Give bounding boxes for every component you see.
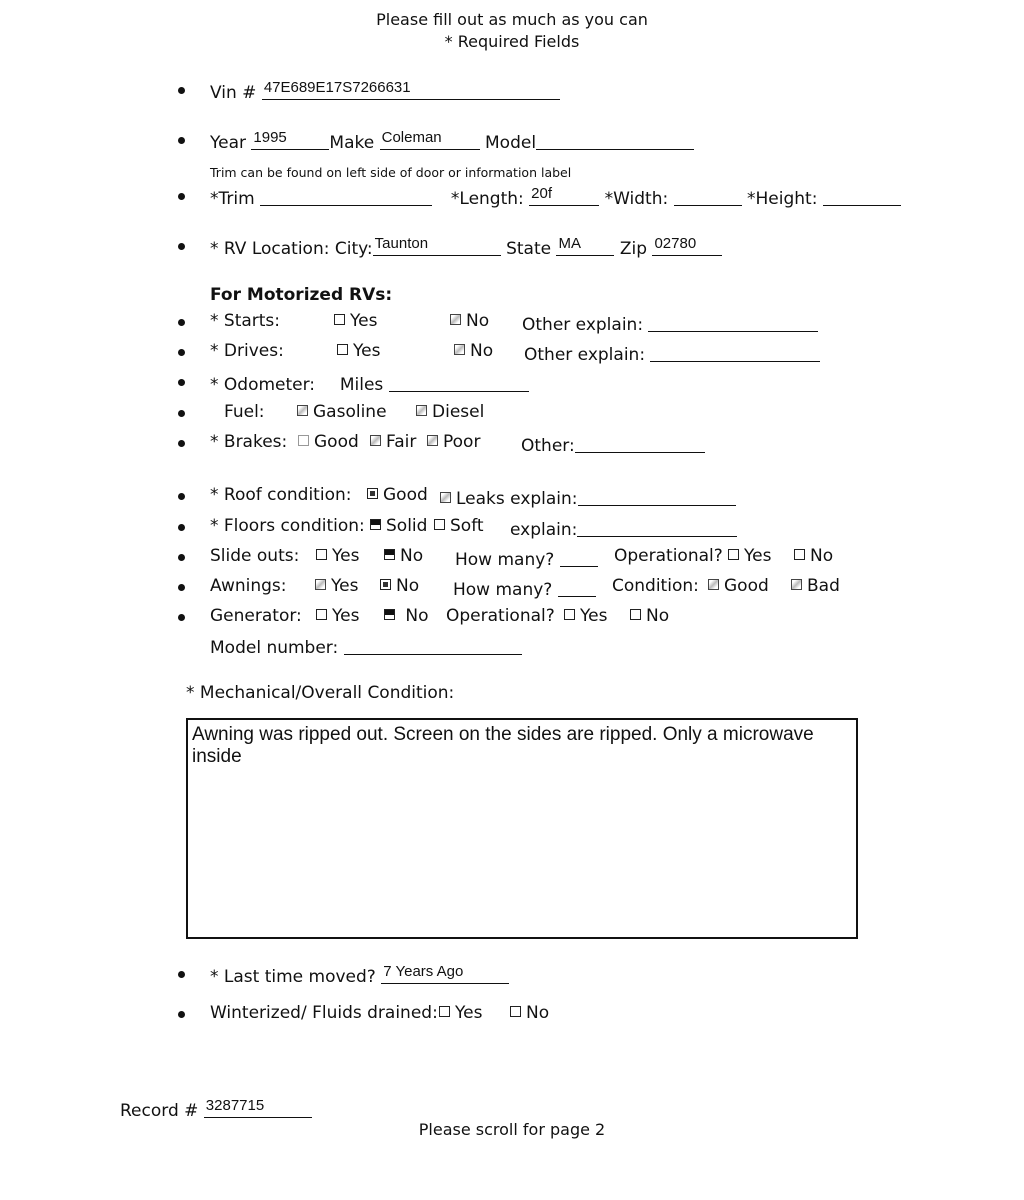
awnings-no[interactable] bbox=[380, 576, 419, 596]
zip-label: Zip bbox=[619, 239, 648, 259]
odometer-label: * Odometer: bbox=[210, 375, 316, 395]
winterized-row bbox=[210, 1003, 550, 1023]
last-moved-row bbox=[210, 963, 509, 987]
length-value: 20f bbox=[531, 185, 553, 202]
bullet bbox=[178, 1011, 185, 1018]
slide-op-yes[interactable] bbox=[728, 546, 771, 566]
winterized-no[interactable] bbox=[510, 1003, 549, 1023]
checkbox-checked-icon bbox=[454, 344, 465, 355]
bullet bbox=[178, 614, 185, 621]
location-row bbox=[210, 235, 722, 259]
awnings-how-many-label: How many? bbox=[453, 580, 553, 600]
vin-label: Vin # bbox=[210, 83, 257, 103]
drives-row bbox=[210, 341, 646, 365]
model-label: Model bbox=[485, 133, 537, 153]
checkbox-checked-icon bbox=[380, 579, 391, 590]
model-number-row bbox=[210, 634, 522, 658]
height-label: *Height: bbox=[747, 189, 818, 209]
checkbox-icon bbox=[439, 1006, 450, 1017]
checkbox-icon bbox=[416, 405, 427, 416]
generator-op-yes[interactable] bbox=[564, 606, 607, 626]
bullet bbox=[178, 379, 185, 386]
awnings-condition bbox=[612, 576, 699, 596]
slide-operational-label: Operational? bbox=[614, 546, 723, 566]
checkbox-checked-icon bbox=[367, 488, 378, 499]
awnings-good-label: Good bbox=[724, 576, 769, 596]
awnings-bad-label: Bad bbox=[807, 576, 840, 596]
make-field[interactable] bbox=[380, 131, 480, 150]
state-label: State bbox=[506, 239, 552, 259]
height-field[interactable] bbox=[823, 187, 901, 206]
last-moved-value: 7 Years Ago bbox=[383, 963, 464, 980]
slide-yes-label: Yes bbox=[332, 546, 360, 566]
awnings-row bbox=[210, 576, 840, 600]
awnings-how-many bbox=[453, 576, 596, 600]
checkbox-icon bbox=[427, 435, 438, 446]
checkbox-icon bbox=[440, 492, 451, 503]
fuel-gasoline-label: Gasoline bbox=[313, 402, 387, 422]
floors-solid-label: Solid bbox=[386, 516, 428, 536]
width-label: *Width: bbox=[604, 189, 669, 209]
checkbox-checked-icon bbox=[384, 609, 395, 620]
awnings-bad[interactable] bbox=[791, 576, 840, 596]
slide-how-many bbox=[455, 546, 598, 570]
generator-row bbox=[210, 606, 670, 626]
roof-leaks[interactable] bbox=[440, 485, 736, 509]
checkbox-icon bbox=[316, 549, 327, 560]
brakes-good-label: Good bbox=[314, 432, 359, 452]
awnings-yes[interactable] bbox=[315, 576, 358, 596]
roof-good[interactable] bbox=[367, 485, 428, 505]
slide-op-no[interactable] bbox=[794, 546, 833, 566]
winterized-no-label: No bbox=[526, 1003, 550, 1023]
record-field[interactable] bbox=[204, 1099, 312, 1118]
generator-no-label: No bbox=[405, 606, 429, 626]
drives-other-field[interactable] bbox=[650, 343, 820, 362]
checkbox-icon bbox=[510, 1006, 521, 1017]
generator-yes-label: Yes bbox=[332, 606, 360, 626]
bullet bbox=[178, 193, 185, 200]
brakes-poor-label: Poor bbox=[443, 432, 481, 452]
model-number-field[interactable] bbox=[344, 636, 522, 655]
awnings-yes-label: Yes bbox=[331, 576, 359, 596]
record-value: 3287715 bbox=[205, 1097, 265, 1114]
record-row bbox=[120, 1097, 312, 1121]
make-label: Make bbox=[329, 133, 375, 153]
generator-label: Generator: bbox=[210, 606, 302, 626]
generator-op-yes-label: Yes bbox=[580, 606, 608, 626]
motorized-heading: For Motorized RVs: bbox=[210, 285, 393, 305]
starts-other bbox=[522, 311, 818, 335]
vin-row bbox=[210, 79, 560, 103]
awnings-condition-label: Condition: bbox=[612, 576, 699, 596]
vin-field[interactable] bbox=[262, 81, 560, 100]
bullet bbox=[178, 137, 185, 144]
zip-value: 02780 bbox=[654, 235, 697, 252]
bullet bbox=[178, 410, 185, 417]
winterized-yes[interactable] bbox=[439, 1003, 482, 1023]
floors-explain-label: explain: bbox=[510, 520, 578, 540]
fuel-row bbox=[224, 402, 485, 422]
drives-yes-label: Yes bbox=[353, 341, 381, 361]
checkbox-checked-icon bbox=[370, 519, 381, 530]
drives-no[interactable] bbox=[454, 341, 493, 361]
checkbox-icon bbox=[315, 579, 326, 590]
fuel-label: Fuel: bbox=[224, 402, 265, 422]
checkbox-checked-icon bbox=[384, 549, 395, 560]
starts-other-label: Other explain: bbox=[522, 315, 644, 335]
zip-field[interactable] bbox=[652, 237, 722, 256]
checkbox-icon bbox=[794, 549, 805, 560]
slide-how-many-field[interactable] bbox=[560, 548, 598, 567]
length-label: *Length: bbox=[450, 189, 524, 209]
required-fields-note: * Required Fields bbox=[444, 32, 580, 51]
drives-label: * Drives: bbox=[210, 341, 284, 361]
floors-soft[interactable] bbox=[434, 516, 484, 536]
fuel-gasoline[interactable] bbox=[297, 402, 387, 422]
year-field[interactable] bbox=[251, 131, 329, 150]
awnings-label: Awnings: bbox=[210, 576, 287, 596]
year-make-model-row bbox=[210, 129, 694, 153]
awnings-how-many-field[interactable] bbox=[558, 578, 596, 597]
slide-no[interactable] bbox=[384, 546, 423, 566]
slide-how-many-label: How many? bbox=[455, 550, 555, 570]
checkbox-icon bbox=[728, 549, 739, 560]
slide-op-no-label: No bbox=[810, 546, 834, 566]
slide-yes[interactable] bbox=[316, 546, 359, 566]
roof-row bbox=[210, 485, 578, 509]
generator-op-no-label: No bbox=[646, 606, 670, 626]
floors-soft-label: Soft bbox=[450, 516, 484, 536]
roof-leaks-label: Leaks explain: bbox=[456, 489, 578, 509]
floors-explain-field[interactable] bbox=[577, 518, 737, 537]
city-label: * RV Location: City: bbox=[210, 239, 373, 259]
bullet bbox=[178, 554, 185, 561]
bullet bbox=[178, 87, 185, 94]
starts-no[interactable] bbox=[450, 311, 489, 331]
starts-yes-label: Yes bbox=[350, 311, 378, 331]
city-value: Taunton bbox=[374, 235, 429, 252]
starts-label: * Starts: bbox=[210, 311, 281, 331]
checkbox-icon bbox=[791, 579, 802, 590]
trim-label: *Trim bbox=[210, 189, 255, 209]
checkbox-icon bbox=[297, 405, 308, 416]
model-number-label: Model number: bbox=[210, 638, 339, 658]
starts-no-label: No bbox=[466, 311, 490, 331]
checkbox-icon bbox=[337, 344, 348, 355]
bullet bbox=[178, 319, 185, 326]
floors-row bbox=[210, 516, 578, 540]
mechanical-text: Awning was ripped out. Screen on the sides are ripped. Only a microwave inside bbox=[192, 724, 814, 767]
vin-value: 47E689E17S7266631 bbox=[263, 79, 411, 96]
last-moved-label: * Last time moved? bbox=[210, 967, 376, 987]
brakes-other bbox=[521, 432, 705, 456]
length-field[interactable] bbox=[529, 187, 599, 206]
miles-field[interactable] bbox=[389, 373, 529, 392]
generator-op-no[interactable] bbox=[630, 606, 669, 626]
checkbox-icon bbox=[316, 609, 327, 620]
slide-outs-label: Slide outs: bbox=[210, 546, 300, 566]
checkbox-icon bbox=[564, 609, 575, 620]
brakes-label: * Brakes: bbox=[210, 432, 288, 452]
state-field[interactable] bbox=[556, 237, 614, 256]
checkbox-icon bbox=[708, 579, 719, 590]
year-value: 1995 bbox=[253, 129, 287, 146]
generator-no[interactable] bbox=[384, 606, 429, 626]
dimensions-row bbox=[210, 185, 901, 209]
floors-label: * Floors condition: bbox=[210, 516, 365, 536]
record-label: Record # bbox=[120, 1101, 199, 1121]
winterized-yes-label: Yes bbox=[455, 1003, 483, 1023]
odometer-row bbox=[210, 371, 529, 395]
checkbox-icon bbox=[630, 609, 641, 620]
generator-operational-label: Operational? bbox=[446, 606, 555, 626]
checkbox-icon bbox=[370, 435, 381, 446]
mechanical-condition-textarea[interactable] bbox=[186, 718, 858, 939]
make-value: Coleman bbox=[381, 129, 442, 146]
drives-other bbox=[524, 341, 820, 365]
drives-yes[interactable] bbox=[337, 341, 380, 361]
checkbox-icon bbox=[434, 519, 445, 530]
starts-row bbox=[210, 311, 644, 335]
floors-explain bbox=[510, 516, 737, 540]
floors-solid[interactable] bbox=[370, 516, 427, 536]
slide-no-label: No bbox=[400, 546, 424, 566]
trim-field[interactable] bbox=[260, 187, 432, 206]
slide-outs-row bbox=[210, 546, 834, 570]
starts-other-field[interactable] bbox=[648, 313, 818, 332]
width-field[interactable] bbox=[674, 187, 742, 206]
trim-note: Trim can be found on left side of door or information label bbox=[210, 165, 572, 180]
roof-explain-field[interactable] bbox=[578, 487, 736, 506]
checkbox-icon bbox=[334, 314, 345, 325]
brakes-other-label: Other: bbox=[521, 436, 575, 456]
checkbox-checked-icon bbox=[450, 314, 461, 325]
year-label: Year bbox=[210, 133, 246, 153]
bullet bbox=[178, 440, 185, 447]
city-field[interactable] bbox=[373, 237, 501, 256]
brakes-other-field[interactable] bbox=[575, 434, 705, 453]
brakes-poor[interactable] bbox=[427, 432, 480, 452]
awnings-no-label: No bbox=[396, 576, 420, 596]
instruction-text: Please fill out as much as you can bbox=[376, 10, 648, 29]
brakes-fair[interactable] bbox=[370, 432, 416, 452]
bullet bbox=[178, 584, 185, 591]
slide-operational bbox=[614, 546, 723, 566]
checkbox-icon bbox=[298, 435, 309, 446]
drives-other-label: Other explain: bbox=[524, 345, 646, 365]
slide-op-yes-label: Yes bbox=[744, 546, 772, 566]
winterized-label: Winterized/ Fluids drained: bbox=[210, 1003, 438, 1023]
bullet bbox=[178, 524, 185, 531]
fuel-diesel-label: Diesel bbox=[432, 402, 485, 422]
fuel-diesel[interactable] bbox=[416, 402, 484, 422]
state-value: MA bbox=[558, 235, 581, 252]
generator-yes[interactable] bbox=[316, 606, 359, 626]
roof-label: * Roof condition: bbox=[210, 485, 352, 505]
last-moved-field[interactable] bbox=[381, 965, 509, 984]
mechanical-label: * Mechanical/Overall Condition: bbox=[186, 683, 455, 703]
awnings-good[interactable] bbox=[708, 576, 769, 596]
generator-operational bbox=[446, 606, 555, 626]
footer-note: Please scroll for page 2 bbox=[418, 1120, 606, 1139]
brakes-good[interactable] bbox=[298, 432, 359, 452]
bullet bbox=[178, 243, 185, 250]
miles-label: Miles bbox=[339, 375, 384, 395]
bullet bbox=[178, 493, 185, 500]
brakes-row bbox=[210, 432, 575, 456]
bullet bbox=[178, 971, 185, 978]
bullet bbox=[178, 349, 185, 356]
drives-no-label: No bbox=[470, 341, 494, 361]
roof-good-label: Good bbox=[383, 485, 428, 505]
brakes-fair-label: Fair bbox=[386, 432, 417, 452]
starts-yes[interactable] bbox=[334, 311, 377, 331]
model-field[interactable] bbox=[536, 131, 694, 150]
